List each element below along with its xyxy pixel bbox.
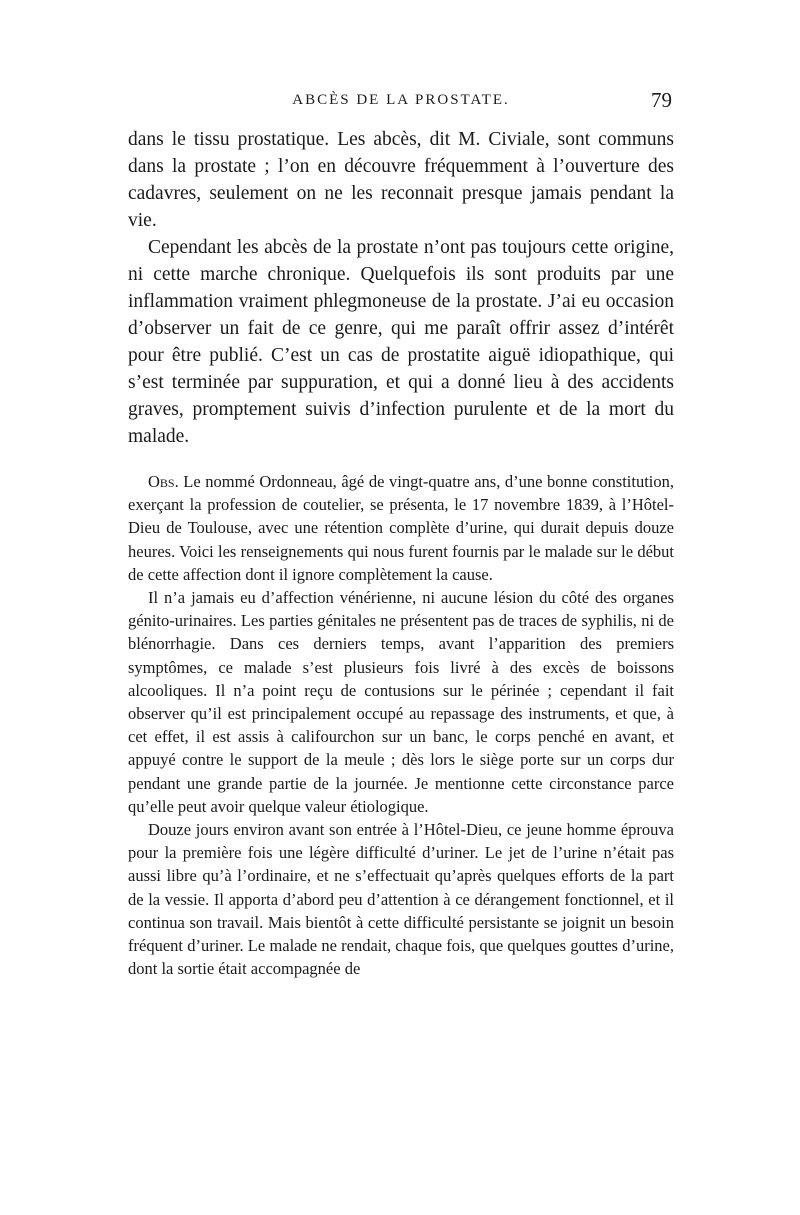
paragraph-cependant: Cependant les abcès de la prostate n’ont pas toujours cette origine, ni cette marche chronique. Quelquefois ils sont produits par une inflammation vraiment phlegmoneuse de la prostate. J’ai eu occasion d’observer un fait de ce genre, qui me paraît offrir assez d’intérêt pour être publié. C’est un cas de prostatite aiguë idiopathique, qui s’est terminée par suppuration, et qui a donné lieu à des accidents graves, promptement suivis d’infection purulente et de la mort du malade. — [128, 237, 674, 447]
observation-label: Obs. — [148, 472, 179, 491]
observation-paragraph-2: Il n’a jamais eu d’affection vénérienne, ni aucune lésion du côté des organes génito-urinaires. Les parties génitales ne présentent pas de traces de syphilis, ni de blénorrhagie. Dans ces derniers temps, avant l’apparition des premiers symptômes, ce malade s’est plusieurs fois livré à des excès de boissons alcooliques. Il n’a point reçu de contusions sur le périnée ; cependant il fait observer qu’il est principalement occupé au repassage des instruments, et que, à cet effet, il est assis à califourchon sur un banc, le corps penché en avant, et appuyé contre le support de la meule ; dès lors le siège porte sur un corps dur pendant une grande partie de la journée. Je mentionne cette circonstance parce qu’elle peut avoir quelque valeur étiologique. — [128, 588, 674, 816]
observation-paragraph-1 — [128, 470, 674, 586]
paragraph-continuation: dans le tissu prostatique. Les abcès, dit M. Civiale, sont communs dans la prostate ; l’on en découvre fréquemment à l’ouverture des cadavres, seulement on ne les reconnait presque jamais pendant la vie. — [128, 129, 674, 231]
running-title: ABCÈS DE LA PROSTATE. — [292, 92, 510, 108]
observation-block — [128, 470, 674, 980]
book-page — [128, 88, 674, 980]
page-number: 79 — [651, 88, 672, 112]
observation-text-1: Le nommé Ordonneau, âgé de vingt-quatre ans, d’une bonne constitution, exerçant la profession de coutelier, se présenta, le 17 novembre 1839, à l’Hôtel-Dieu de Toulouse, avec une rétention complète d’urine, qui durait depuis douze heures. Voici les renseignements qui nous furent fournis par le malade sur le début de cette affection dont il ignore complètement la cause. — [128, 472, 674, 584]
page-header — [128, 88, 674, 122]
observation-paragraph-3: Douze jours environ avant son entrée à l’Hôtel-Dieu, ce jeune homme éprouva pour la première fois une légère difficulté d’uriner. Le jet de l’urine n’était pas aussi libre qu’à l’ordinaire, et ne s’effectuait qu’après quelques efforts de la part de la vessie. Il apporta d’abord peu d’attention à ce dérangement fonctionnel, et il continua son travail. Mais bientôt à cette difficulté persistante se joignit un besoin fréquent d’uriner. Le malade ne rendait, chaque fois, que quelques gouttes d’urine, dont la sortie était accompagnée de — [128, 820, 674, 979]
